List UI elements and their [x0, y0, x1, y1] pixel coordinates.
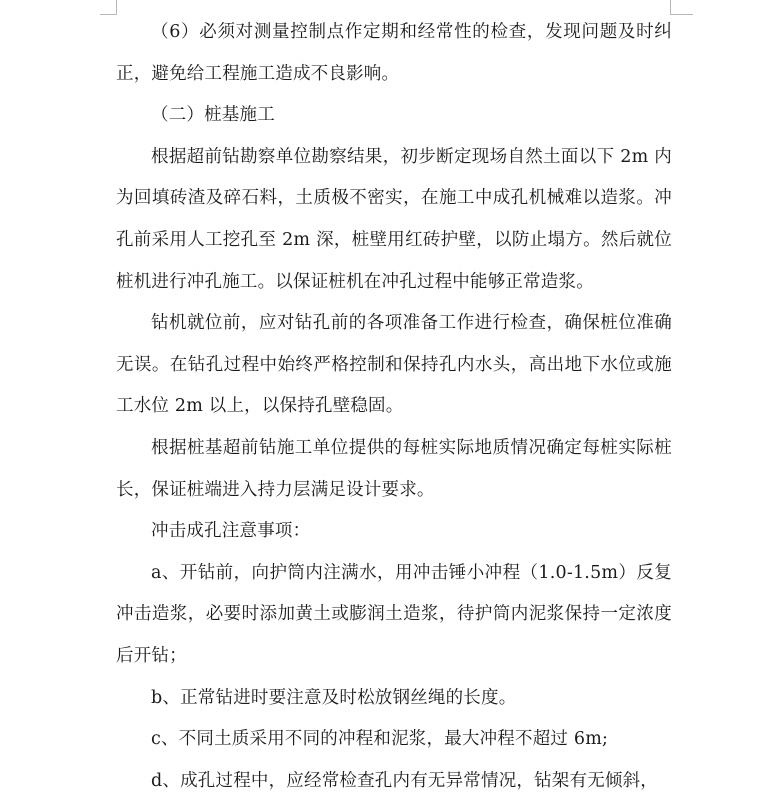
margin-corner-mark-right — [670, 0, 693, 15]
paragraph-survey-check: （6）必须对测量控制点作定期和经常性的检查，发现问题及时纠正，避免给工程施工造成不良影响。 — [116, 22, 672, 84]
paragraph-notes-heading: 冲击成孔注意事项： — [151, 521, 311, 542]
list-item-a: a、开钻前，向护筒内注满水，用冲击锤小冲程（1.0-1.5m）反复冲击造浆，必要时添加黄土或膨润土造浆，待护筒内泥浆保持一定浓度后开钻； — [116, 562, 672, 666]
list-item-c: c、不同土质采用不同的冲程和泥浆，最大冲程不超过 6m; — [151, 729, 609, 750]
section-heading-pile-foundation: （二）桩基施工 — [151, 105, 275, 126]
document-body — [116, 12, 672, 802]
paragraph-survey-results: 根据超前钻勘察单位勘察结果，初步断定现场自然土面以下 2m 内为回填砖渣及碎石料，土质极不密实，在施工中成孔机械难以造浆。冲孔前采用人工挖孔至 2m 深，桩壁用红砖护壁，以防止塌方。然后就位桩机进行冲孔施工。以保证桩机在冲孔过程中能够正常造浆。 — [116, 146, 672, 292]
list-item-d: d、成孔过程中，应经常检查孔内有无异常情况，钻架有无倾斜， — [151, 770, 659, 791]
list-item-b: b、正常钻进时要注意及时松放钢丝绳的长度。 — [151, 687, 517, 708]
paragraph-pile-length: 根据桩基超前钻施工单位提供的每桩实际地质情况确定每桩实际桩长，保证桩端进入持力层满足设计要求。 — [116, 437, 672, 500]
paragraph-rig-positioning: 钻机就位前，应对钻孔前的各项准备工作进行检查，确保桩位准确无误。在钻孔过程中始终严格控制和保持孔内水头，高出地下水位或施工水位 2m 以上，以保持孔壁稳固。 — [116, 313, 672, 417]
margin-corner-mark-left — [100, 0, 117, 15]
